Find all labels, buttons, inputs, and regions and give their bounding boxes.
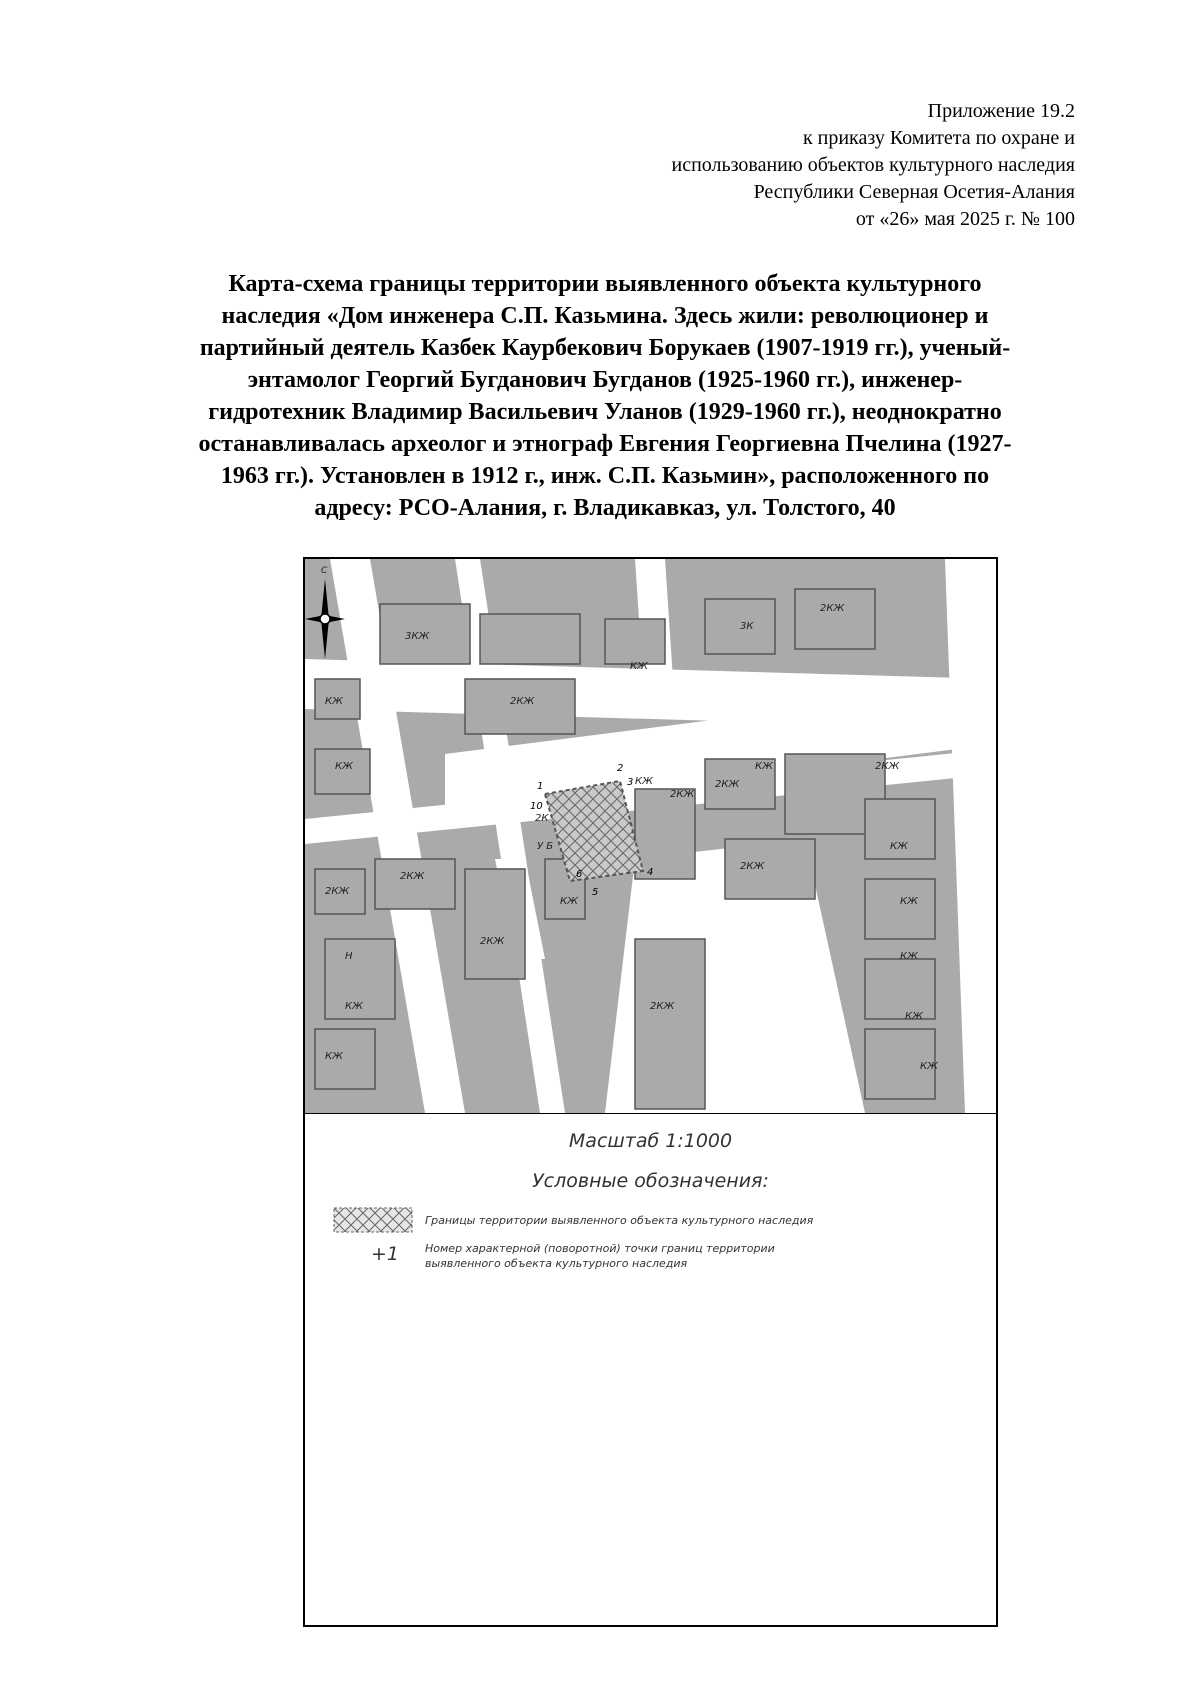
building-label: КЖ bbox=[755, 761, 773, 772]
building-label: КЖ bbox=[900, 951, 918, 962]
title-line: Карта-схема границы территории выявленного объекта культурного bbox=[228, 271, 982, 297]
building-label: КЖ bbox=[635, 776, 653, 787]
building-label: КЖ bbox=[905, 1011, 923, 1022]
map-area bbox=[305, 559, 996, 1113]
building bbox=[605, 619, 665, 664]
building-label: 2КЖ bbox=[510, 696, 535, 707]
map-legend bbox=[305, 1113, 996, 1626]
building-label: 2КЖ bbox=[325, 886, 350, 897]
building-label: 2КЖ bbox=[875, 761, 900, 772]
building bbox=[865, 959, 935, 1019]
boundary-point: 5 bbox=[592, 887, 599, 898]
appendix-header bbox=[672, 98, 1076, 233]
title-line: партийный деятель Казбек Каурбекович Борукаев (1907-1919 гг.), ученый- bbox=[199, 335, 1011, 361]
building bbox=[635, 939, 705, 1109]
building-label: КЖ bbox=[900, 896, 918, 907]
building-label: КЖ bbox=[325, 1051, 343, 1062]
scale-label: Масштаб 1:1000 bbox=[568, 1130, 733, 1152]
appendix-line: Приложение 19.2 bbox=[927, 100, 1075, 122]
building bbox=[375, 859, 455, 909]
building-label: 3КЖ bbox=[405, 631, 430, 642]
boundary-point: 4 bbox=[647, 867, 654, 878]
title-line: останавливалась археолог и этнограф Евгения Георгиевна Пчелина (1927- bbox=[198, 431, 1012, 457]
document-title bbox=[140, 268, 1070, 524]
building-label: 2КЖ bbox=[400, 871, 425, 882]
building bbox=[725, 839, 815, 899]
point-symbol: +1 bbox=[371, 1243, 400, 1265]
boundary-point: 1 bbox=[537, 781, 544, 792]
building bbox=[635, 789, 695, 879]
building-label: КЖ bbox=[890, 841, 908, 852]
building-label: КЖ bbox=[920, 1061, 938, 1072]
building-label: 2КЖ bbox=[480, 936, 505, 947]
title-line: наследия «Дом инженера С.П. Казьмина. Здесь жили: революционер и bbox=[221, 303, 989, 329]
building bbox=[480, 614, 580, 664]
north-label: С bbox=[321, 566, 328, 576]
legend-row-boundary bbox=[333, 1207, 814, 1237]
building-label: 3К bbox=[740, 621, 754, 632]
legend-point-text: Номер характерной (поворотной) точки границ территории выявленного объекта культурного наследия bbox=[425, 1242, 775, 1270]
boundary-point: 3 bbox=[627, 777, 634, 788]
appendix-line: к приказу Комитета по охране и bbox=[802, 127, 1075, 149]
map-frame bbox=[303, 557, 998, 1627]
building-label: КЖ bbox=[325, 696, 343, 707]
appendix-line: использованию объектов культурного наследия bbox=[671, 154, 1075, 176]
boundary-point: 2 bbox=[617, 763, 624, 774]
building-label: КЖ bbox=[630, 661, 648, 672]
building-label: 2КЖ bbox=[650, 1001, 675, 1012]
building bbox=[315, 1029, 375, 1089]
building-label: 2КЖ bbox=[715, 779, 740, 790]
building-label: КЖ bbox=[335, 761, 353, 772]
building-label: Н bbox=[345, 951, 353, 962]
building-label: КЖ bbox=[345, 1001, 363, 1012]
building-label: 2КЖ bbox=[670, 789, 695, 800]
title-line: 1963 гг.). Установлен в 1912 г., инж. С.П. Казьмин», расположенного по bbox=[220, 463, 990, 489]
site-plan-map bbox=[305, 559, 996, 1113]
title-line: адресу: РСО-Алания, г. Владикавказ, ул. Толстого, 40 bbox=[314, 495, 896, 521]
appendix-line: Республики Северная Осетия-Алания bbox=[753, 181, 1075, 203]
building-label: 2КЖ bbox=[740, 861, 765, 872]
title-line: гидротехник Владимир Васильевич Уланов (1929-1960 гг.), неоднократно bbox=[208, 399, 1002, 425]
building-label: 2КЖ bbox=[820, 603, 845, 614]
boundary-point: 6 bbox=[576, 869, 583, 880]
hatch-swatch-icon bbox=[333, 1207, 413, 1233]
building bbox=[465, 869, 525, 979]
building-label: 2К bbox=[535, 813, 549, 824]
building-label: КЖ bbox=[560, 896, 578, 907]
building bbox=[865, 879, 935, 939]
building-label: У Б bbox=[537, 841, 554, 852]
title-line: энтамолог Георгий Бугданович Бугданов (1925-1960 гг.), инженер- bbox=[247, 367, 963, 393]
appendix-line: от «26» мая 2025 г. № 100 bbox=[855, 208, 1075, 230]
legend-boundary-text: Границы территории выявленного объекта культурного наследия bbox=[425, 1214, 814, 1227]
boundary-point: 10 bbox=[530, 801, 543, 812]
legend-title: Условные обозначения: bbox=[532, 1170, 769, 1192]
building bbox=[795, 589, 875, 649]
